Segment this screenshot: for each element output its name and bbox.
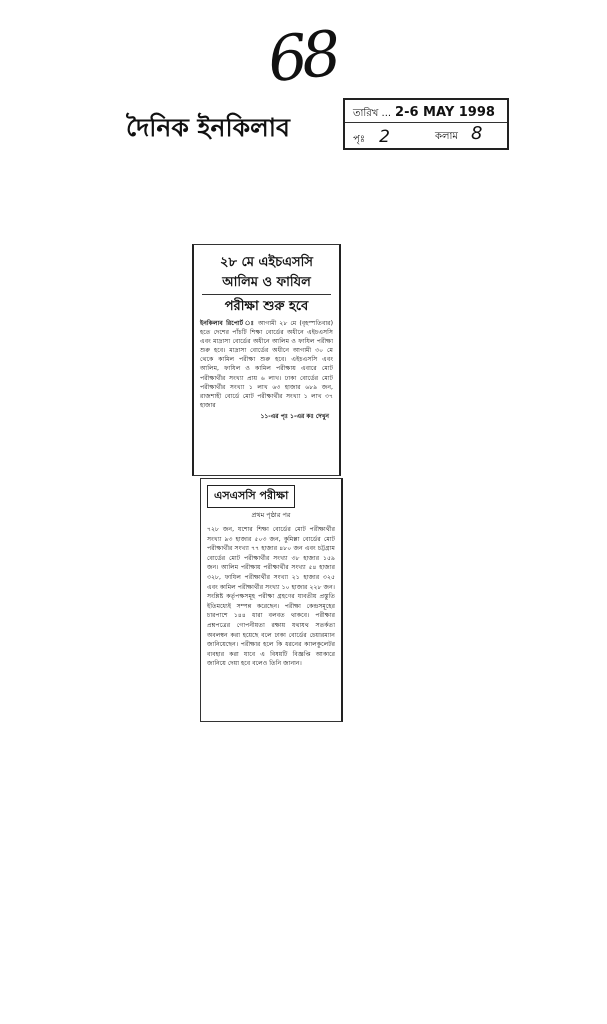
handwritten-page-number: 68 bbox=[264, 16, 339, 97]
headline-line-1: ২৮ মে এইচএসসি bbox=[220, 255, 313, 270]
headline-line-3: পরীক্ষা শুরু হবে bbox=[224, 299, 309, 314]
continued-note: ১১-এর পৃঃ ১-এর কঃ দেখুন bbox=[260, 412, 329, 420]
stamp-page-label: পৃঃ bbox=[353, 134, 366, 145]
news-clipping-continued bbox=[200, 478, 343, 722]
headline-line-2: আলিম ও ফাযিল bbox=[202, 275, 331, 295]
newspaper-name: দৈনিক ইনকিলাব bbox=[126, 113, 290, 142]
article-text-1: আগামী ২৮ মে (বৃহস্পতিবার) হতে দেশের পাঁচটি শিক্ষা বোর্ডের অধীনে এইচএসসি এবং মাদ্রাসা বোর্ডের অধীনে আলিম ও ফাযিল পরীক্ষা শুরু হবে। মাদ্রাসা বোর্ডের অধীনে আগামী ৩০ মে থেকে কামিল পরীক্ষা শুরু হবে। এইচএসসি এবং আলিম, ফাযিল ও কামিল পরীক্ষায় এবারে মোট পরীক্ষার্থীর সংখ্যা প্রায় ৬ লাখ। ঢাকা বোর্ডের মোট পরীক্ষার্থীর সংখ্যা ১ লাখ ৬৩ হাজার ৬৮৯ জন, রাজশাহী বোর্ডে মোট পরীক্ষার্থীর সংখ্যা ১ লাখ ৩৭ হাজার bbox=[200, 320, 333, 409]
stamp-date-value: 2-6 MAY 1998 bbox=[395, 105, 495, 120]
news-clipping-main bbox=[192, 244, 341, 476]
article-body-2: ৭২৮ জন, যশোর শিক্ষা বোর্ডের মোট পরীক্ষার্থীর সংখ্যা ৯৩ হাজার ৫০৩ জন, কুমিল্লা বোর্ডের মোট পরীক্ষার্থীর সংখ্যা ৭৭ হাজার ৪৮০ জন এবং চট্টগ্রাম বোর্ডের মোট পরীক্ষার্থীর সংখ্যা ৩৮ হাজার ১৫৯ জন। আলিম পরীক্ষায় পরীক্ষার্থীর সংখ্যা ৫৪ হাজার ৩২৮, ফাযিল পরীক্ষার্থীর সংখ্যা ২১ হাজার ৩২৫ এবং কামিল পরীক্ষার্থীর সংখ্যা ১০ হাজার ২২৮ জন। সংশ্লিষ্ট কর্তৃপক্ষসমূহ পরীক্ষা গ্রহণের যাবতীয় প্রস্তুতি ইতিমধ্যেই সম্পন্ন করেছেন। পরীক্ষা কেন্দ্রসমূহের চারপাশে ১৪৪ ধারা বলবত থাকবে। পরীক্ষার প্রশ্নপত্রের গোপনীয়তা রক্ষায় যথাযথ সতর্কতা অবলম্বন করা হয়েছে বলে ঢাকা বোর্ডের চেয়ারম্যান জানিয়েছেন। পরীক্ষার হলে কি ধরনের ক্যালকুলেটর ব্যবহার করা যাবে এ বিষয়টি বিজ্ঞপ্তি আকারে জানিয়ে দেয়া হবে বলেও তিনি জানান। bbox=[207, 526, 335, 668]
stamp-date-label: তারিখ ... bbox=[353, 108, 392, 119]
stamp-column-value: 8 bbox=[471, 123, 483, 144]
article-body-1 bbox=[194, 315, 339, 410]
stamp-page-row bbox=[353, 123, 501, 149]
article-lead: ইনকিলাব রিপোর্ট ঃ bbox=[200, 320, 255, 327]
continued-heading: এসএসসি পরীক্ষা bbox=[207, 485, 295, 508]
stamp-divider bbox=[345, 122, 507, 123]
stamp-column-label: কলাম bbox=[435, 131, 458, 142]
stamp-date-row bbox=[353, 105, 495, 123]
stamp-page-value: 2 bbox=[379, 127, 390, 147]
date-stamp bbox=[343, 98, 509, 150]
continued-subheading: প্রথম পৃষ্ঠার পর bbox=[251, 511, 291, 519]
